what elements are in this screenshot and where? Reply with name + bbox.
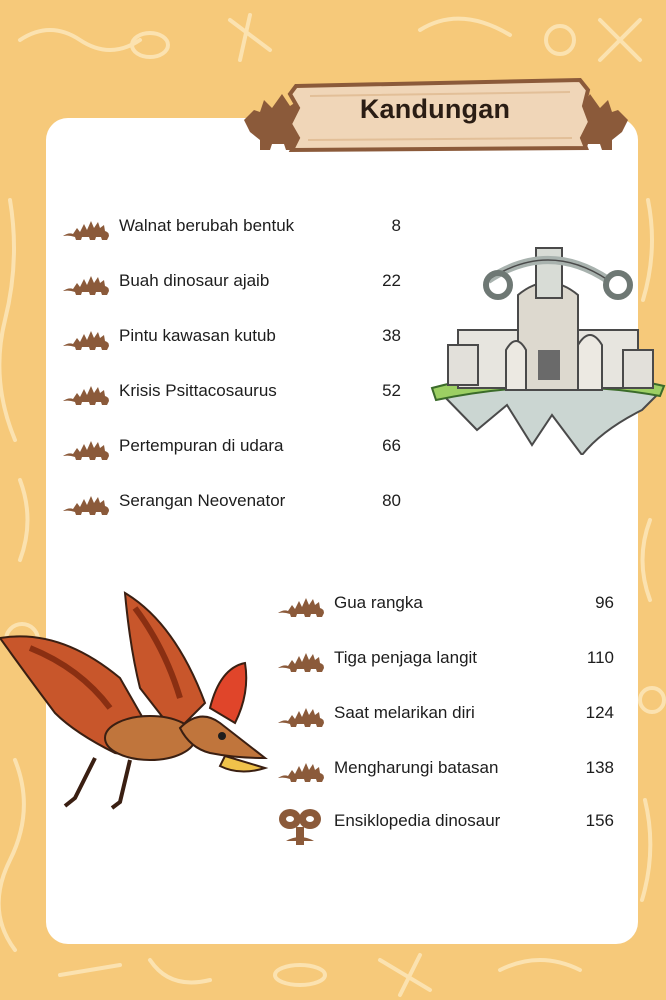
toc-entry-label: Walnat berubah bentuk (119, 216, 295, 235)
title-banner (240, 76, 632, 154)
toc-entry-page: 66 (382, 436, 401, 455)
toc-entry-label: Pintu kawasan kutub (119, 326, 276, 345)
toc-entry-11[interactable] (276, 805, 614, 845)
toc-entry-page: 156 (585, 811, 614, 830)
toc-entry-3[interactable] (61, 320, 401, 360)
toc-entry-page: 22 (382, 271, 401, 290)
pterosaur-illustration (0, 588, 270, 823)
stegosaurus-icon (61, 375, 109, 409)
toc-entry-label: Gua rangka (334, 593, 423, 612)
toc-entry-10[interactable] (276, 752, 614, 792)
toc-entry-page: 38 (382, 326, 401, 345)
stegosaurus-icon (61, 430, 109, 464)
toc-entry-label: Mengharungi batasan (334, 758, 499, 777)
toc-entry-page: 80 (382, 491, 401, 510)
toc-entry-label: Ensiklopedia dinosaur (334, 811, 501, 830)
toc-entry-page: 8 (391, 216, 401, 235)
stegosaurus-icon (276, 697, 324, 731)
stegosaurus-icon (61, 320, 109, 354)
toc-entry-page: 110 (586, 648, 614, 667)
toc-entry-label: Pertempuran di udara (119, 436, 284, 455)
toc-entry-9[interactable] (276, 697, 614, 737)
page-title: Kandungan (359, 94, 511, 124)
toc-entry-4[interactable] (61, 375, 401, 415)
toc-entry-1[interactable] (61, 210, 401, 250)
stegosaurus-icon (276, 642, 324, 676)
toc-entry-label: Krisis Psittacosaurus (119, 381, 277, 400)
toc-entry-page: 52 (382, 381, 401, 400)
toc-entry-7[interactable] (276, 587, 614, 627)
toc-entry-label: Serangan Neovenator (119, 491, 286, 510)
plant-icon (276, 805, 324, 845)
stegosaurus-icon (61, 485, 109, 519)
toc-entry-label: Tiga penjaga langit (334, 648, 478, 667)
toc-entry-page: 96 (595, 593, 614, 612)
stegosaurus-icon (61, 210, 109, 244)
toc-entry-2[interactable] (61, 265, 401, 305)
toc-entry-8[interactable] (276, 642, 614, 682)
toc-entry-5[interactable] (61, 430, 401, 470)
toc-entry-page: 138 (585, 758, 614, 777)
toc-entry-label: Saat melarikan diri (334, 703, 475, 722)
toc-entry-page: 124 (585, 703, 614, 722)
stegosaurus-icon (61, 265, 109, 299)
stegosaurus-icon (276, 587, 324, 621)
floating-castle-illustration (428, 240, 666, 455)
toc-entry-label: Buah dinosaur ajaib (119, 271, 270, 290)
stegosaurus-icon (276, 752, 324, 786)
toc-entry-6[interactable] (61, 485, 401, 525)
